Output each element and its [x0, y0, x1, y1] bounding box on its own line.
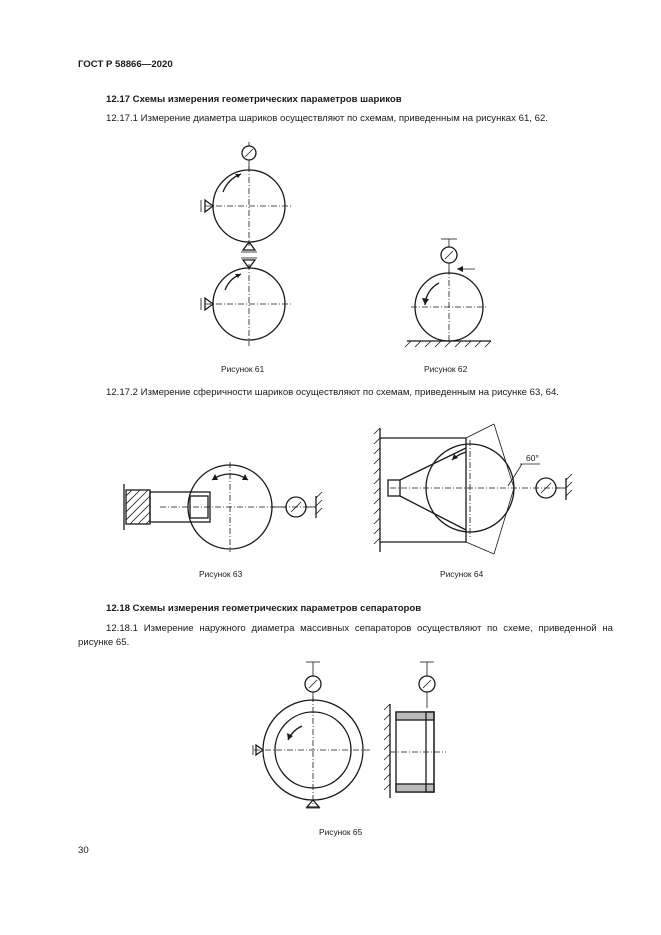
caption-figure-63: Рисунок 63 — [199, 569, 243, 579]
caption-figure-61: Рисунок 61 — [221, 364, 265, 374]
paragraph-12-18-1: 12.18.1 Измерение наружного диаметра массивных сепараторов осуществляют по схеме, приведенной на рисунке 65. — [78, 623, 613, 648]
page-number: 30 — [78, 845, 89, 856]
section-title-12-17: 12.17 Схемы измерения геометрических параметров шариков — [106, 94, 402, 105]
paragraph-12-17-2: 12.17.2 Измерение сферичности шариков осуществляют по схемам, приведенным на рисунке 63, 64. — [106, 387, 559, 398]
figure-65-diagram — [250, 660, 450, 810]
figure-62-diagram — [405, 235, 495, 350]
caption-figure-64: Рисунок 64 — [440, 569, 484, 579]
paragraph-12-17-1: 12.17.1 Измерение диаметра шариков осуществляют по схемам, приведенным на рисунках 61, 62. — [106, 113, 548, 124]
figure-64-diagram — [370, 420, 580, 560]
figure-63-diagram — [120, 460, 330, 555]
section-title-12-18: 12.18 Схемы измерения геометрических параметров сепараторов — [106, 603, 422, 614]
caption-figure-62: Рисунок 62 — [424, 364, 468, 374]
document-id: ГОСТ Р 58866—2020 — [78, 59, 173, 70]
caption-figure-65: Рисунок 65 — [319, 827, 363, 837]
figure-61-diagram — [195, 140, 305, 350]
angle-label: 60° — [526, 453, 539, 463]
